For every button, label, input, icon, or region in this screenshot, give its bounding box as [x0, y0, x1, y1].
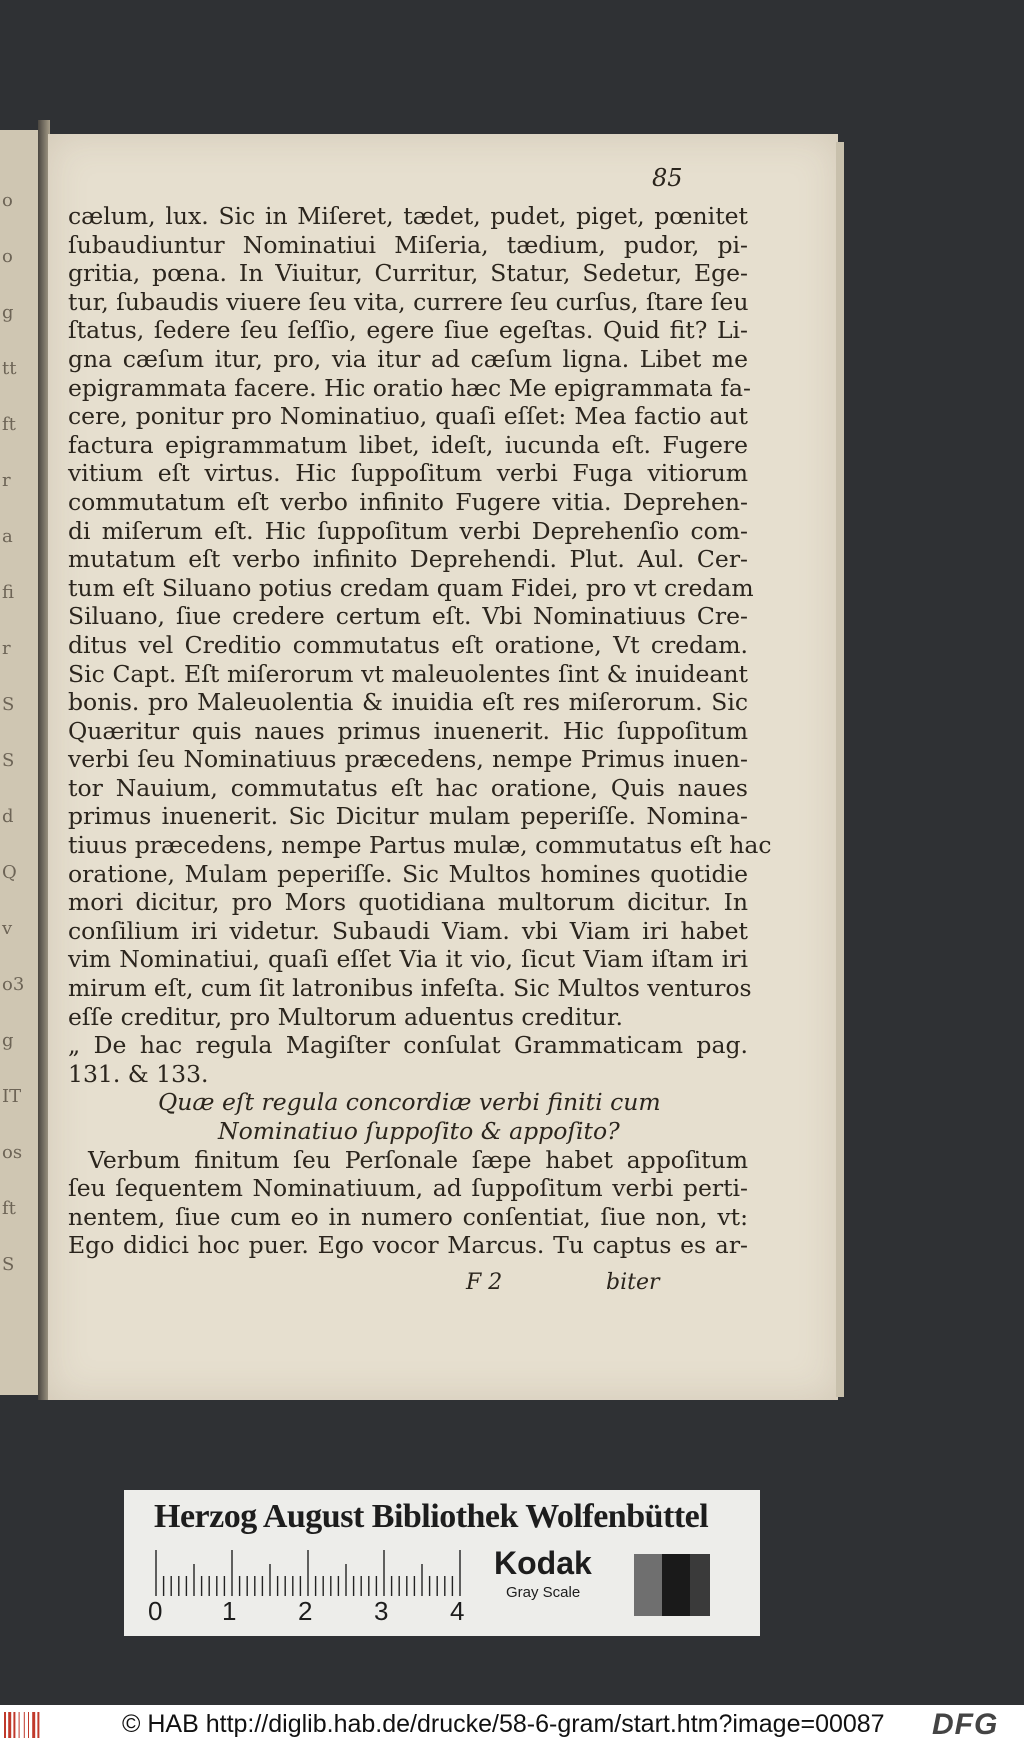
gray-scale-label: Gray Scale: [506, 1584, 581, 1601]
text-line: tum eſt Siluano potius credam quam Fidei, pro vt credam: [68, 573, 754, 602]
text-line: vitium eſt virtus. Hic ſuppoſitum verbi Fuga vitiorum: [68, 459, 748, 488]
text-line: Sic Capt. Eſt miſerorum vt maleuolentes ſint & inuideant: [68, 659, 748, 688]
text-line: gritia, pœna. In Viuitur, Curritur, Statur, Sedetur, Ege-: [68, 259, 748, 288]
library-name: Herzog August Bibliothek Wolfenbüttel: [154, 1498, 709, 1535]
text-line: Quæritur quis naues primus inuenerit. Hic ſuppoſitum: [68, 716, 748, 745]
text-line: Siluano, ſiue credere certum eſt. Vbi Nominatiuus Cre-: [68, 602, 748, 631]
text-line: ditus vel Creditio commutatus eſt oratione, Vt credam.: [68, 630, 748, 659]
text-line: conſilium iri videtur. Subaudi Viam. vbi Viam iri habet: [68, 916, 748, 945]
text-line: mori dicitur, pro Mors quotidiana multorum dicitur. In: [68, 888, 748, 917]
left-page-fragment: Q: [2, 862, 17, 883]
text-line: vim Nominatiui, quaſi eſſet Via it vio, ſicut Viam iſtam iri: [68, 945, 748, 974]
ruler-label: 3: [374, 1596, 389, 1626]
text-line: di miſerum eſt. Hic ſuppoſitum verbi Deprehenſio com-: [68, 516, 748, 545]
text-line: nentem, ſiue cum eo in numero conſentiat, ſiue non, vt:: [68, 1202, 748, 1231]
black-patch: [662, 1554, 690, 1616]
text-line: „ De hac regula Magiſter conſulat Grammaticam pag.: [68, 1031, 748, 1060]
text-line: ſtatus, ſedere ſeu ſeſſio, egere ſiue egeſtas. Quid fit? Li-: [68, 316, 748, 345]
left-page-fragment: d: [2, 806, 14, 827]
kodak-brand: Kodak: [494, 1545, 592, 1581]
ruler-label: 1: [222, 1596, 237, 1626]
left-page-fragment: S: [2, 694, 15, 715]
text-line: ſubaudiuntur Nominatiui Miſeria, tædium, pudor, pi-: [68, 230, 748, 259]
signature-mark: F 2: [466, 1270, 503, 1295]
left-page-fragment: fi: [2, 582, 15, 603]
page-number: 85: [652, 164, 683, 192]
ruler-label: 2: [298, 1596, 313, 1626]
text-line: gna cæſum itur, pro, via itur ad cæſum ligna. Libet me: [68, 344, 748, 373]
left-page-fragment: S: [2, 1254, 15, 1275]
barcode-bar: [4, 1712, 6, 1738]
barcode-bar: [32, 1712, 35, 1738]
catchword: biter: [606, 1270, 660, 1295]
left-page-fragment: ft: [2, 1198, 16, 1219]
barcode-bar: [19, 1712, 20, 1738]
color-calibration-card: [124, 1490, 760, 1636]
left-page-fragment: os: [2, 1142, 23, 1163]
text-line: Quæ eſt regula concordiæ verbi finiti cum: [158, 1088, 661, 1117]
barcode-bar: [24, 1712, 25, 1738]
dfg-logo: DFG: [932, 1708, 999, 1741]
footer-bar: [0, 1705, 1024, 1745]
source-link[interactable]: © HAB http://diglib.hab.de/drucke/58-6-gram/start.htm?image=00087: [122, 1710, 885, 1738]
left-page-fragment: a: [2, 526, 13, 547]
left-page-fragment: IT: [2, 1086, 22, 1107]
text-line: epigrammata facere. Hic oratio hæc Me epigrammata fa-: [68, 373, 751, 402]
text-line: cere, ponitur pro Nominatiuo, quaſi eſſet: Mea factio aut: [68, 402, 748, 431]
left-page-fragment: g: [2, 302, 14, 323]
text-line: Verbum finitum ſeu Perſonale ſæpe habet appoſitum: [88, 1145, 748, 1174]
text-line: commutatum eſt verbo infinito Fugere vitia. Deprehen-: [68, 487, 748, 516]
ruler-label: 0: [148, 1596, 163, 1626]
text-line: oratione, Mulam peperiſſe. Sic Multos homines quotidie: [68, 859, 748, 888]
text-line: Nominatiuo ſuppoſito & appoſito?: [218, 1117, 620, 1145]
text-line: factura epigrammatum libet, ideſt, iucunda eſt. Fugere: [68, 430, 748, 459]
left-page-fragment: o: [2, 246, 13, 267]
left-page-fragment: o: [2, 190, 13, 211]
text-line: eſſe creditur, pro Multorum aduentus creditur.: [68, 1002, 623, 1031]
left-page-fragment: g: [2, 1030, 14, 1051]
gray-patches: [634, 1554, 710, 1616]
dark-patch: [690, 1554, 710, 1616]
left-page-edge: [0, 130, 41, 1395]
text-line: primus inuenerit. Sic Dicitur mulam peperiſſe. Nomina-: [68, 802, 748, 831]
left-page-fragment: v: [2, 918, 13, 939]
ruler-label: 4: [450, 1596, 465, 1626]
barcode-icon: [4, 1712, 46, 1738]
text-line: cælum, lux. Sic in Miſeret, tædet, pudet, piget, pœnitet: [68, 202, 748, 230]
barcode-bar: [8, 1712, 11, 1738]
text-line: tiuus præcedens, nempe Partus mulæ, commutatus eſt hac: [68, 831, 772, 860]
left-page-fragment: o3: [2, 974, 25, 995]
left-page-fragment: r: [2, 638, 11, 659]
barcode-bar: [28, 1712, 29, 1738]
left-page-fragment: ft: [2, 414, 16, 435]
gray-patch: [634, 1554, 662, 1616]
book-page: [48, 134, 838, 1400]
left-page-fragment: tt: [2, 358, 17, 379]
text-line: bonis. pro Maleuolentia & inuidia eſt res miſerorum. Sic: [68, 688, 748, 717]
text-line: mutatum eſt verbo infinito Deprehendi. Plut. Aul. Cer-: [68, 545, 748, 574]
text-line: 131. & 133.: [68, 1059, 209, 1088]
barcode-bar: [37, 1712, 39, 1738]
left-page-fragment: S: [2, 750, 15, 771]
text-line: mirum eſt, cum ſit latronibus infeſta. Sic Multos venturos: [68, 974, 752, 1003]
text-line: tur, ſubaudis viuere ſeu vita, currere ſeu curſus, ſtare ſeu: [68, 287, 749, 316]
left-page-fragment: r: [2, 470, 11, 491]
barcode-bar: [13, 1712, 15, 1738]
text-line: Ego didici hoc puer. Ego vocor Marcus. Tu captus es ar-: [68, 1231, 748, 1260]
text-line: verbi ſeu Nominatiuus præcedens, nempe Primus inuen-: [68, 745, 748, 774]
ruler-scale: [154, 1550, 466, 1596]
text-line: tor Nauium, commutatus eſt hac oratione, Quis naues: [68, 773, 748, 802]
page-text: [68, 202, 772, 1260]
text-line: ſeu ſequentem Nominatiuum, ad ſuppoſitum verbi perti-: [68, 1174, 748, 1203]
